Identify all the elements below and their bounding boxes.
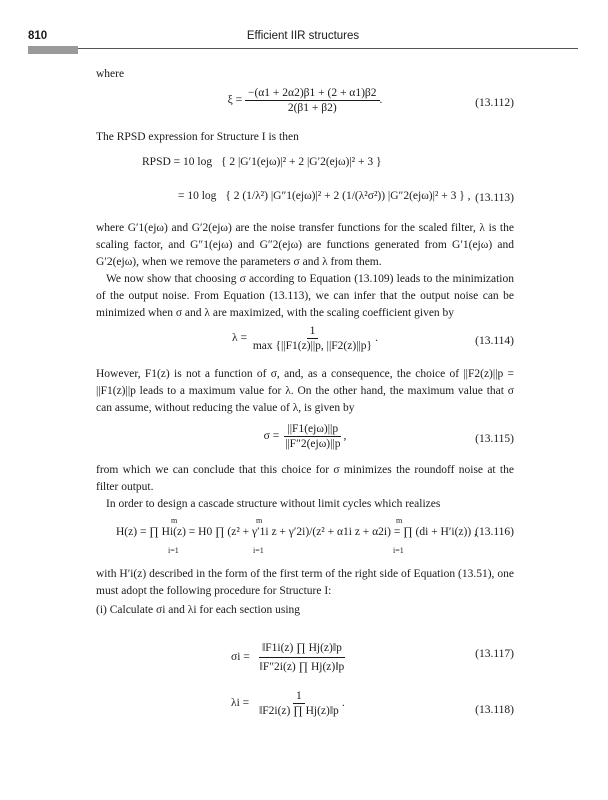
equation-13-113-line2 <box>96 182 514 216</box>
equation-13-113-line1 <box>96 150 514 178</box>
eq115-numerator: ||F1(ejω)||p <box>284 423 341 437</box>
eq112-fraction <box>245 87 380 114</box>
eq117-fraction <box>257 642 348 673</box>
step-1: (i) Calculate σi and λi for each section using <box>96 604 301 616</box>
eq116-number: (13.116) <box>475 526 514 538</box>
eq116-prod-bottom-2: i=1 <box>253 546 264 555</box>
eq117-numerator: ‖F1i(z) ∏ Hj(z)‖p <box>259 642 345 658</box>
eq114-lhs: λ = <box>232 332 247 345</box>
eq115-tail: , <box>343 430 347 443</box>
equation-13-116 <box>96 516 514 558</box>
eq112-lhs: ξ = <box>227 94 243 107</box>
eq113-number: (13.113) <box>475 192 514 204</box>
page-number: 810 <box>28 30 48 42</box>
eq118-fraction <box>256 690 342 717</box>
eq115-fraction <box>282 423 343 450</box>
header-rule <box>28 48 578 49</box>
eq113a-lhs: RPSD = 10 log <box>142 156 213 168</box>
paragraph-minimization: We now show that choosing σ according to Equation (13.109) leads to the minimization of the output noise. From Equation (13.113), we can infer that the output noise can be minimized when σ and λ are maximized, with the scaling coefficient given by <box>96 273 514 319</box>
eq116-prod-top-1: m <box>171 516 178 525</box>
eq118-number: (13.118) <box>475 704 514 716</box>
equation-13-112 <box>96 87 514 121</box>
header-bar <box>28 46 78 54</box>
eq117-number: (13.117) <box>475 648 514 660</box>
eq114-number: (13.114) <box>475 335 514 347</box>
eq118-tail: . <box>341 697 345 710</box>
text-where: where <box>96 68 125 80</box>
paragraph-cascade: In order to design a cascade structure without limit cycles which realizes <box>106 498 441 510</box>
eq118-denominator: ‖F2i(z) ∏ Hj(z)‖p <box>259 705 339 717</box>
eq113b-lhs: = 10 log <box>178 190 217 202</box>
eq116-prod-bottom-3: i=1 <box>393 546 404 555</box>
eq117-denominator: ‖F″2i(z) ∏ Hj(z)‖p <box>259 661 345 673</box>
eq112-denominator: 2(β1 + β2) <box>287 102 337 114</box>
running-title: Efficient IIR structures <box>246 30 360 42</box>
eq116-body: H(z) = ∏ Hi(z) = H0 ∏ (z² + γ′1i z + γ′2i)/(z² + α1i z + α2i) = ∏ (di + H′i(z)) , <box>116 526 477 538</box>
eq116-prod-top-2: m <box>256 516 263 525</box>
eq114-numerator: 1 <box>307 325 319 339</box>
eq113a-body: { 2 |G′1(ejω)|² + 2 |G′2(ejω)|² + 3 } <box>220 156 382 168</box>
eq115-denominator: ||F″2(ejω)||p <box>285 438 341 450</box>
text-rpsd-intro: The RPSD expression for Structure I is then <box>96 131 299 143</box>
paragraph-noise-transfer: where G′1(ejω) and G′2(ejω) are the noise transfer functions for the scaled filter, λ is the scaling factor, and G″1(ejω) and G″2(ejω) are functions generated from G′1(ejω) and G′2(ejω), when we remove the parameters σ and λ from them. <box>96 222 514 268</box>
running-header <box>28 30 578 46</box>
paragraph-scaling: However, F1(z) is not a function of σ, and, as a consequence, the choice of ||F2(z)||p = ||F1(z)||p leads to a maximum value for λ. On the other hand, the maximum value that σ can assume, without reducing the value of λ, is given by <box>96 368 514 414</box>
paragraph-conclusion: from which we can conclude that this choice for σ minimizes the roundoff noise at the filter output. <box>96 464 514 493</box>
eq118-lhs: λi = <box>231 697 250 710</box>
equation-13-117 <box>96 628 514 684</box>
eq114-fraction <box>250 325 375 352</box>
eq117-lhs: σi = <box>231 651 250 664</box>
equation-13-115 <box>96 423 514 459</box>
eq113b-body: { 2 (1/λ²) |G″1(ejω)|² + 2 (1/(λ²σ²)) |G″2(ejω)|² + 3 } , <box>225 190 471 202</box>
eq115-number: (13.115) <box>475 433 514 445</box>
eq112-number: (13.112) <box>475 97 514 109</box>
equation-13-114 <box>96 325 514 361</box>
equation-13-118 <box>96 690 514 734</box>
eq114-denominator: max {||F1(z)||p, ||F2(z)||p} <box>252 340 373 352</box>
eq115-lhs: σ = <box>263 430 280 443</box>
eq114-tail: . <box>375 332 378 345</box>
eq112-tail: . <box>379 94 383 107</box>
eq116-prod-top-3: m <box>396 516 403 525</box>
eq116-prod-bottom-1: i=1 <box>168 546 179 555</box>
eq112-numerator: −(α1 + 2α2)β1 + (2 + α1)β2 <box>245 87 380 101</box>
eq118-numerator: 1 <box>293 690 305 704</box>
paragraph-procedure: with H′i(z) described in the form of the first term of the right side of Equation (13.51), one must adopt the following procedure for Structure I: <box>96 568 514 597</box>
